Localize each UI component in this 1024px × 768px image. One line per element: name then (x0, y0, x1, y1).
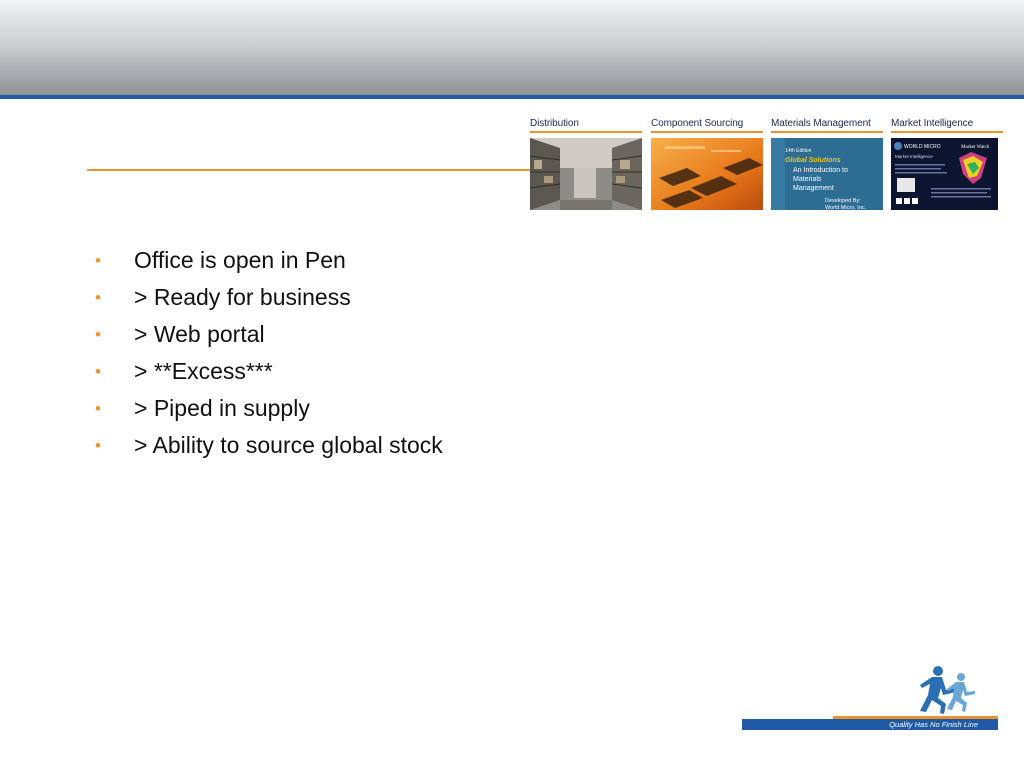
cover-line: Developed By: (825, 198, 861, 204)
cover-line: World Micro, Inc. (825, 205, 867, 210)
header-rule (0, 95, 1024, 99)
report-cover-image (891, 138, 998, 210)
list-item (95, 316, 443, 353)
header-band (0, 0, 1024, 95)
tile-label: Distribution (530, 118, 579, 129)
tile-underline (771, 131, 883, 133)
warehouse-image (530, 138, 642, 210)
cover-line: Materials (793, 176, 822, 183)
cover-line: 14th Edition (785, 148, 812, 154)
bullet-text: > Ready for business (134, 284, 351, 310)
bullet-text: > Piped in supply (134, 395, 310, 421)
bullet-text: > Web portal (134, 321, 265, 347)
bullet-glyph: • (95, 251, 101, 270)
chips-image (651, 138, 763, 210)
tile-materials-management (771, 117, 883, 210)
tile-distribution (530, 117, 642, 210)
tile-underline (891, 131, 1003, 133)
tile-label: Component Sourcing (651, 118, 744, 129)
cover-line: Market Intelligence (895, 154, 933, 159)
list-item (95, 390, 443, 427)
list-item (95, 353, 443, 390)
bullet-list (95, 242, 443, 464)
cover-line: Market Watch (961, 145, 990, 150)
runners-logo-icon (908, 664, 978, 723)
list-item (95, 427, 443, 464)
tile-label: Market Intelligence (891, 118, 974, 129)
tile-market-intelligence (891, 117, 1003, 210)
bullet-text: > Ability to source global stock (134, 432, 443, 458)
bullet-glyph: • (95, 399, 101, 418)
tile-component-sourcing (651, 117, 763, 210)
cover-line: WORLD MICRO (904, 144, 941, 150)
bullet-glyph: • (95, 436, 101, 455)
book-cover-image (771, 138, 883, 210)
bullet-glyph: • (95, 362, 101, 381)
cover-line: Global Solutions (785, 157, 841, 164)
tile-label: Materials Management (771, 118, 871, 129)
bullet-glyph: • (95, 325, 101, 344)
cover-line: Management (793, 185, 834, 192)
bullet-text: Office is open in Pen (134, 247, 346, 273)
bullet-glyph: • (95, 288, 101, 307)
title-underline (87, 169, 532, 171)
list-item (95, 242, 443, 279)
tile-underline (651, 131, 763, 133)
list-item (95, 279, 443, 316)
bullet-text: > **Excess*** (134, 358, 273, 384)
tile-underline (530, 131, 642, 133)
footer-tagline: Quality Has No Finish Line (889, 720, 978, 729)
cover-line: An Introduction to (793, 167, 848, 174)
